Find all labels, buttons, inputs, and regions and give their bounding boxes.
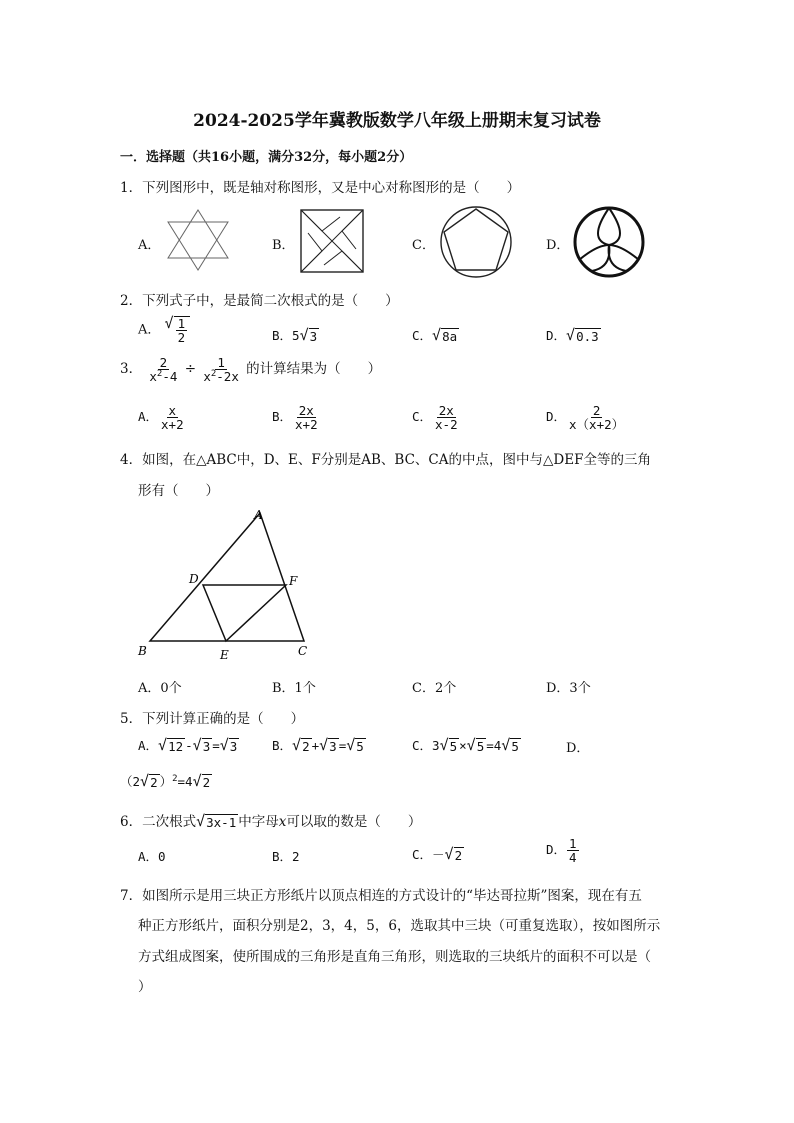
q5-d-radicand-1: 2 (150, 775, 158, 791)
q3-c-denominator: x-2 (435, 417, 458, 433)
q3-option-c (412, 404, 461, 431)
q6-stem-mid: 中字母 (238, 814, 279, 830)
q5-c-times: × (459, 738, 467, 753)
q5-a-equals: = (212, 738, 220, 753)
q2-b-radicand: 3 (309, 329, 318, 345)
q3-frac1-den-tail: -4 (162, 369, 178, 385)
q5-c-radicand-3: 5 (511, 739, 519, 755)
q5-a-minus: - (185, 738, 193, 753)
q2-option-c-label: C． (412, 328, 433, 343)
q3-option-a (138, 404, 187, 431)
triangle-abc-figure (134, 505, 334, 665)
q3-option-d-label: D． (546, 409, 567, 425)
q1-option-b-label: B． (272, 238, 295, 253)
q6-d-denominator: 4 (569, 850, 577, 866)
q5-b-plus: + (311, 738, 320, 753)
q6-c-minus: － (432, 847, 445, 862)
q3-option-b (272, 404, 321, 431)
q5-a-radicand-1: 12 (168, 739, 184, 755)
q5-d-open: （2 (120, 774, 141, 789)
q3-d-numerator: 2 (592, 403, 601, 418)
q5-option-d-label: D． (566, 741, 590, 756)
q3-frac2-den-tail: -2x (216, 369, 239, 385)
q3-stem-tail: 的计算结果为（ ） (246, 361, 382, 378)
q5-c-equals: =4 (486, 738, 502, 753)
question-4-line-2: 形有（ ） (138, 483, 219, 499)
q5-a-radicand-3: 3 (229, 739, 238, 755)
q6-option-a: A．0 (138, 849, 166, 864)
q3-a-denominator: x+2 (161, 417, 184, 433)
q6-c-radicand: 2 (454, 848, 463, 864)
question-7-line-3: 方式组成图案，使所围成的三角形是直角三角形，则选取的三块纸片的面积不可以是（ (138, 949, 651, 965)
q3-a-numerator: x (168, 403, 177, 418)
q6-stem-end: 可以取的数是（ ） (286, 814, 422, 830)
q5-b-radicand-3: 5 (356, 739, 364, 755)
q5-d-close: ） (159, 774, 173, 789)
q2-option-d: D． √ 0.3 (546, 326, 599, 345)
label-c: C (298, 644, 308, 658)
q2-option-c: C． √ 8a (412, 326, 458, 345)
q4-option-d: D．3个 (546, 681, 591, 696)
label-d: D (189, 572, 199, 586)
q6-option-b: B．2 (272, 849, 300, 864)
label-e: E (220, 648, 229, 662)
pentagon-in-circle-figure (438, 205, 514, 279)
q3-b-denominator: x+2 (295, 417, 318, 433)
q2-option-a-label: A． (138, 322, 161, 338)
q3-option-c-label: C． (412, 409, 433, 425)
q5-option-b-label: B． (272, 738, 293, 753)
label-a: A (254, 508, 263, 522)
q5-c-radicand-2: 5 (476, 739, 485, 755)
q1-option-c-label: C． (412, 238, 435, 253)
three-petal-circle-figure (572, 205, 646, 279)
q4-option-c: C．2个 (412, 681, 457, 696)
star-of-david-figure (164, 207, 232, 273)
q2-option-a: A． √ $\frac{1}{2}$ (138, 316, 190, 344)
q6-option-c: C．－ √ 2 (412, 845, 463, 864)
q5-option-a-label: A． (138, 738, 159, 753)
q5-b-radicand-2: 3 (329, 739, 337, 755)
q3-frac2-den-exp: 2 (210, 369, 217, 380)
q3-c-numerator: 2x (438, 403, 454, 418)
section-heading: 一．选择题（共16小题，满分32分，每小题2分） (120, 150, 413, 165)
question-3-stem (120, 356, 381, 383)
q3-number: 3． (120, 361, 143, 378)
q2-a-denominator: 2 (177, 330, 186, 346)
q6-stem-start: 6．二次根式 (120, 814, 197, 830)
q5-option-c: C．3 √ 5 × √ 5 =4 √ 5 (412, 736, 519, 755)
q3-option-b-label: B． (272, 409, 293, 425)
q3-frac1-den-exp: 2 (156, 369, 163, 380)
q3-b-numerator: 2x (298, 403, 314, 418)
q5-option-c-label: C． (412, 738, 433, 753)
q5-option-a: A． √ 12 - √ 3 = √ 3 (138, 736, 238, 755)
q3-frac1-den-x: x (149, 369, 157, 385)
label-f: F (289, 574, 298, 588)
square-pinwheel-figure (300, 209, 364, 273)
question-5-stem: 5．下列计算正确的是（ ） (120, 711, 305, 727)
q5-c-coef: 3 (432, 738, 440, 753)
question-2-stem: 2．下列式子中，是最简二次根式的是（ ） (120, 293, 399, 309)
q1-option-a-label: A． (138, 238, 161, 253)
q2-option-b-label: B． (272, 328, 293, 343)
q2-c-radicand: 8a (442, 329, 458, 345)
question-7-line-2: 种正方形纸片，面积分别是2，3，4，5，6，选取其中三块（可重复选取），按如图所示 (138, 918, 661, 934)
q2-option-b: B．5 √ 3 (272, 326, 318, 345)
q3-frac1-numerator: 2 (159, 355, 168, 370)
q6-option-d (546, 837, 580, 864)
q3-option-d (546, 404, 627, 431)
q1-option-d-label: D． (546, 238, 570, 253)
q6-option-d-label: D． (546, 842, 567, 858)
q5-option-b: B． √ 2 + √ 3 = √ 5 (272, 736, 364, 755)
q6-radicand: 3x-1 (206, 815, 237, 831)
q5-d-exponent: 2 (172, 773, 178, 784)
q3-d-denominator: x（x+2） (569, 417, 625, 433)
q6-d-numerator: 1 (569, 836, 577, 851)
question-7-line-4: ） (138, 979, 152, 995)
question-1-stem: 1．下列图形中，既是轴对称图形，又是中心对称图形的是（ ） (120, 180, 521, 196)
label-b: B (138, 644, 147, 658)
q2-option-d-label: D． (546, 328, 567, 343)
q3-frac2-numerator: 1 (217, 355, 225, 370)
question-6-stem: 6．二次根式 √ 3x-1 中字母x可以取的数是（ ） (120, 812, 422, 831)
q2-d-radicand: 0.3 (576, 329, 599, 345)
q5-option-d-expression: （2 √ 2 ）$^2$=4 √ 2 (120, 772, 211, 791)
q2-a-numerator: 1 (177, 316, 186, 331)
question-7-line-1: 7．如图所示是用三块正方形纸片以顶点相连的方式设计的“毕达哥拉斯”图案，现在有五 (120, 888, 642, 904)
question-4-line-1: 4．如图，在△ABC中，D、E、F分别是AB、BC、CA的中点，图中与△DEF全等的三角 (120, 452, 651, 468)
q6-option-c-label: C． (412, 847, 433, 862)
q6-variable: x (278, 814, 287, 830)
q3-frac2-den-x: x (203, 369, 211, 385)
q3-divide-sign: ÷ (184, 361, 197, 378)
q4-option-b: B．1个 (272, 681, 316, 696)
q5-d-radicand-2: 2 (202, 775, 211, 791)
q5-a-radicand-2: 3 (202, 739, 211, 755)
q5-b-equals: = (338, 738, 347, 753)
q5-c-radicand-1: 5 (449, 739, 458, 755)
q5-b-radicand-1: 2 (302, 739, 310, 755)
q4-option-a: A．0个 (138, 681, 182, 696)
q2-b-coef: 5 (292, 328, 300, 343)
page-title: 2024-2025学年冀教版数学八年级上册期末复习试卷 (193, 111, 601, 131)
q5-d-equals: =4 (177, 774, 193, 789)
q3-option-a-label: A． (138, 409, 159, 425)
